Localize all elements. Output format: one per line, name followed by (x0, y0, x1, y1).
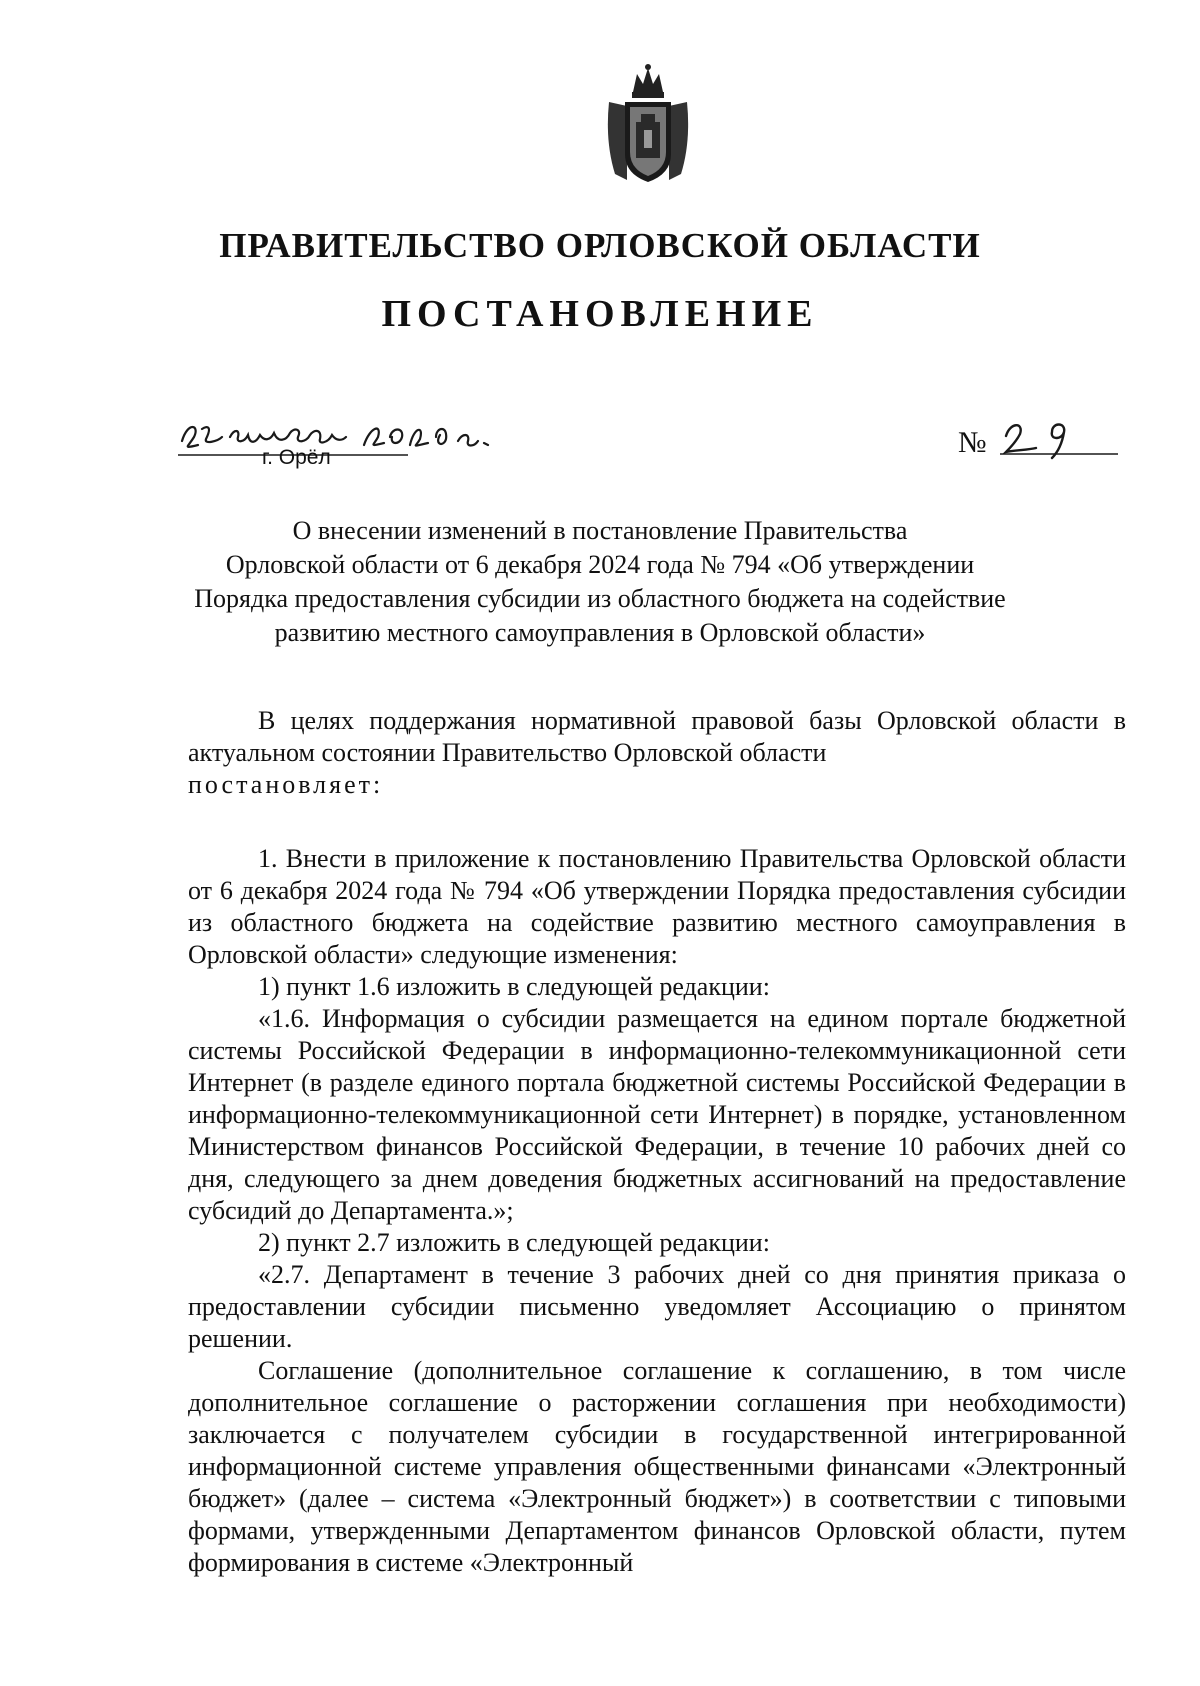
subitem-1-paragraph: 1) пункт 1.6 изложить в следующей редакции: (258, 972, 770, 1001)
preamble-paragraph: В целях поддержания нормативной правовой базы Орловской области в актуальном состоянии Правительство Орловской области (188, 706, 1126, 767)
decree-word: постановляет: (188, 770, 384, 799)
place-of-issue: г. Орёл (262, 446, 331, 469)
number-label: № (958, 426, 987, 459)
agreement-paragraph: Соглашение (дополнительное соглашение к соглашению, в том числе дополнительное соглашение о расторжении соглашения при необходимости) заключается с получателем субсидии в государственной интегрированной информационной системе управления общественными финансами «Электронный бюджет» (далее – система «Электронный бюджет») в соответствии с типовыми формами, утвержденными Департаментом финансов Орловской области, путем формирования в системе «Электронный (188, 1356, 1126, 1577)
handwritten-number (1000, 410, 1118, 462)
document-body (188, 705, 1126, 1579)
clause-2-7-paragraph: «2.7. Департамент в течение 3 рабочих дней со дня принятия приказа о предоставлении субсидии письменно уведомляет Ассоциацию о принятом решении. (188, 1260, 1126, 1353)
subitem-2-paragraph: 2) пункт 2.7 изложить в следующей редакции: (258, 1228, 770, 1257)
subject-line: Порядка предоставления субсидии из областного бюджета на содействие (194, 584, 1006, 613)
document-subject (150, 514, 1050, 650)
subject-line: Орловской области от 6 декабря 2024 года № 794 «Об утверждении (225, 550, 975, 579)
coat-of-arms-icon (603, 62, 693, 187)
subject-line: развитию местного самоуправления в Орловской области» (274, 618, 926, 647)
handwritten-date (178, 415, 518, 463)
organization-title: ПРАВИТЕЛЬСТВО ОРЛОВСКОЙ ОБЛАСТИ (219, 226, 981, 265)
clause-1-6-paragraph: «1.6. Информация о субсидии размещается на едином портале бюджетной системы Российской Федерации в информационно-телекоммуникационной сети Интернет (в разделе единого портала бюджетной системы Российской Федерации в информационно-телекоммуникационной сети Интернет) в порядке, установленном Министерством финансов Российской Федерации, в течение 10 рабочих дней со дня, следующего за днем доведения бюджетных ассигнований на предоставление субсидий до Департамента.»; (188, 1004, 1126, 1225)
document-type-title: ПОСТАНОВЛЕНИЕ (381, 293, 819, 335)
item-1-paragraph: 1. Внести в приложение к постановлению Правительства Орловской области от 6 декабря 2024 года № 794 «Об утверждении Порядка предоставления субсидии из областного бюджета на содействие развитию местного самоуправления в Орловской области» следующие изменения: (188, 844, 1126, 969)
subject-line: О внесении изменений в постановление Правительства (292, 516, 908, 545)
